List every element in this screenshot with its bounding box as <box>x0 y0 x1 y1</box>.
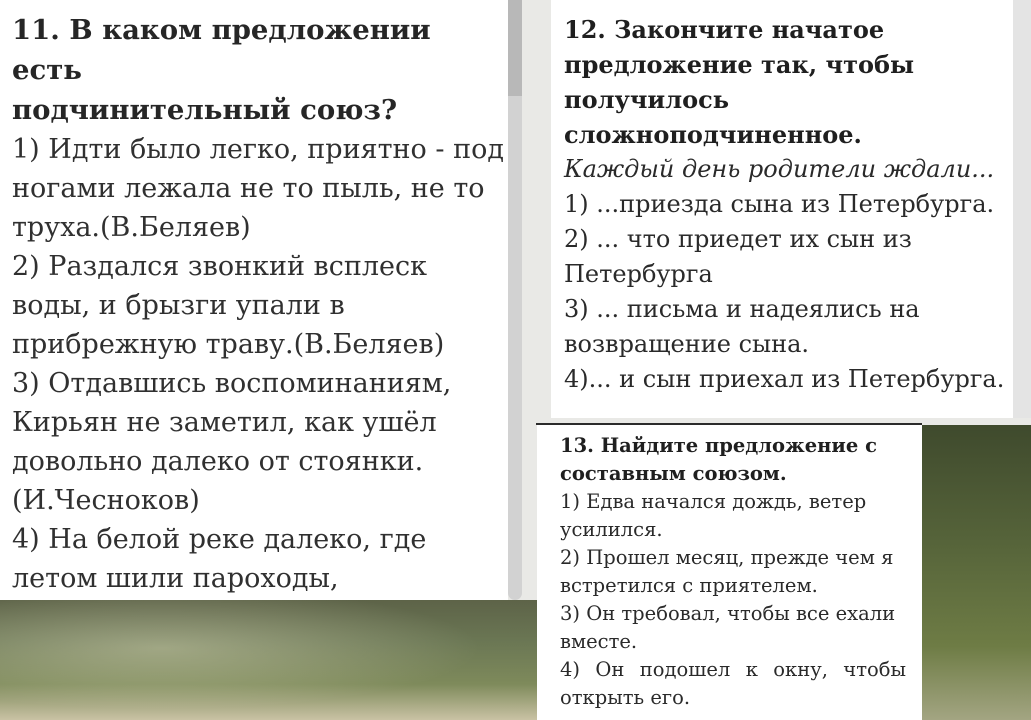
question-11-text-line: (И.Чесноков) <box>12 485 200 516</box>
question-12-option-line: 3) ... письма и надеялись на <box>564 295 920 323</box>
question-13-option-line: 1) Едва начался дождь, ветер <box>560 490 867 513</box>
question-11-text-line: ногами лежала не то пыль, не то <box>12 173 485 204</box>
question-12-card <box>551 0 1013 418</box>
word: окну, <box>773 658 828 681</box>
question-11-card <box>0 0 508 600</box>
word: к <box>745 658 758 681</box>
question-12-option-line: Петербурга <box>564 260 713 288</box>
question-11-text-line: труха.(В.Беляев) <box>12 212 251 243</box>
scrollbar[interactable] <box>1013 0 1031 418</box>
question-13-card <box>537 425 922 720</box>
question-13-option-line: вместе. <box>560 630 638 653</box>
question-12-title-line: предложение так, чтобы <box>564 50 915 79</box>
word: 4) <box>560 658 581 681</box>
question-11-text-line: 2) Раздался звонкий всплеск <box>12 251 427 282</box>
word: подошел <box>639 658 731 681</box>
question-11-title <box>12 10 508 130</box>
photo-haze <box>0 600 537 720</box>
question-12-option-line: 2) ... что приедет их сын из <box>564 225 912 253</box>
question-11-text-line: 4) На белой реке далеко, где <box>12 524 427 555</box>
background-photo <box>0 600 537 720</box>
question-12-title-line: получилось <box>564 85 730 114</box>
question-11-text-line: прибрежную траву.(В.Беляев) <box>12 329 445 360</box>
question-11-text-line: воды, и брызги упали в <box>12 290 345 321</box>
question-11-text-line: 3) Отдавшись воспоминаниям, <box>12 368 452 399</box>
question-12-prompt: Каждый день родители ждали... <box>564 155 995 183</box>
question-12-option-line: 4)... и сын приехал из Петербурга. <box>564 365 1005 393</box>
question-13-option-line: открыть его. <box>560 686 691 709</box>
question-11-text-line: Кирьян не заметил, как ушёл <box>12 407 437 438</box>
question-11-text-line: 1) Идти было легко, приятно - под <box>12 134 504 165</box>
word: чтобы <box>843 658 906 681</box>
question-11-title-line: 11. В каком предложении есть <box>12 14 431 86</box>
question-13-option-line: усилился. <box>560 518 663 541</box>
question-13-option-line: 2) Прошел месяц, прежде чем я <box>560 546 894 569</box>
background-photo <box>922 425 1031 720</box>
question-13-option-line <box>560 656 906 684</box>
scrollbar-thumb[interactable] <box>508 0 522 96</box>
question-12-option-line: возвращение сына. <box>564 330 810 358</box>
question-13-title-line: 13. Найдите предложение с <box>560 434 877 457</box>
question-12-option-line: 1) ...приезда сына из Петербурга. <box>564 190 995 218</box>
question-13-option-line: встретился с приятелем. <box>560 574 818 597</box>
question-13-option-line: 3) Он требовал, чтобы все ехали <box>560 602 896 625</box>
question-13-title-line: составным союзом. <box>560 462 787 485</box>
question-11-text-line: летом шили пароходы, <box>12 563 339 594</box>
question-11-title-line: подчинительный союз? <box>12 94 398 126</box>
word: Он <box>595 658 625 681</box>
question-12-title <box>564 12 1013 152</box>
scrollbar[interactable] <box>508 0 522 600</box>
question-11-text-line: довольно далеко от стоянки. <box>12 446 424 477</box>
question-12-title-line: сложноподчиненное. <box>564 120 862 149</box>
question-12-title-line: 12. Закончите начатое <box>564 15 885 44</box>
